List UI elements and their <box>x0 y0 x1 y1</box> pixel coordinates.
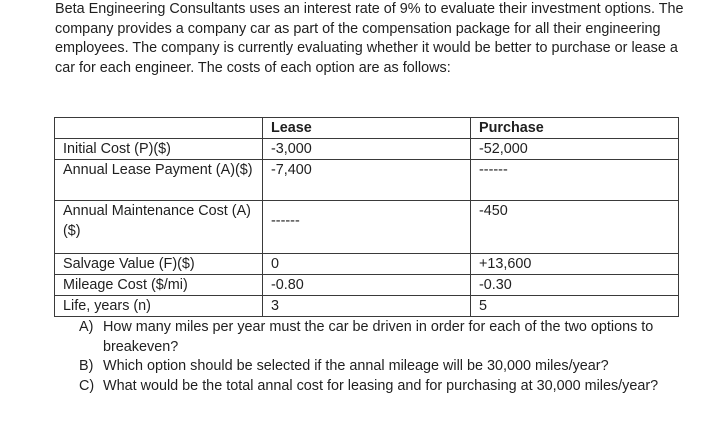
table-header-lease: Lease <box>263 118 471 139</box>
row-label: Mileage Cost ($/mi) <box>55 275 263 296</box>
lease-value: -3,000 <box>263 139 471 160</box>
purchase-value: -450 <box>471 201 679 254</box>
list-item <box>79 318 689 357</box>
question-text: What would be the total annal cost for leasing and for purchasing at 30,000 miles/year? <box>103 377 659 394</box>
purchase-value: 5 <box>471 296 679 317</box>
table-row <box>55 160 679 201</box>
lease-value: ------ <box>263 201 471 254</box>
purchase-value: +13,600 <box>471 254 679 275</box>
table-row <box>55 275 679 296</box>
purchase-value: -0.30 <box>471 275 679 296</box>
row-label: Salvage Value (F)($) <box>55 254 263 275</box>
lease-value: -0.80 <box>263 275 471 296</box>
table-row <box>55 254 679 275</box>
lease-value: 0 <box>263 254 471 275</box>
table-header-purchase: Purchase <box>471 118 679 139</box>
purchase-value: -52,000 <box>471 139 679 160</box>
question-text: Which option should be selected if the annal mileage will be 30,000 miles/year? <box>103 358 609 375</box>
list-item <box>79 357 689 377</box>
table-header-row <box>55 118 679 139</box>
row-label: Life, years (n) <box>55 296 263 317</box>
table-row <box>55 139 679 160</box>
list-item <box>79 377 689 397</box>
purchase-value: ------ <box>471 160 679 201</box>
lease-value: -7,400 <box>263 160 471 201</box>
intro-paragraph: Beta Engineering Consultants uses an interest rate of 9% to evaluate their investment options. The company provides a company car as part of the compensation package for all their engineering employees. The company is currently evaluating whether it would be better to purchase or lease a car for each engineer. The costs of each option are as follows: <box>55 1 684 76</box>
cost-comparison-table <box>54 117 679 317</box>
question-letter: C) <box>79 377 95 394</box>
question-letter: A) <box>79 319 94 335</box>
lease-value: 3 <box>263 296 471 317</box>
table-row <box>55 201 679 254</box>
question-list <box>79 318 689 396</box>
row-label: Annual Maintenance Cost (A)($) <box>55 201 263 254</box>
row-label: Initial Cost (P)($) <box>55 139 263 160</box>
row-label: Annual Lease Payment (A)($) <box>55 160 263 201</box>
table-header-blank <box>55 118 263 139</box>
table-row <box>55 296 679 317</box>
question-letter: B) <box>79 358 94 375</box>
question-text: How many miles per year must the car be driven in order for each of the two options to breakeven? <box>103 319 654 355</box>
